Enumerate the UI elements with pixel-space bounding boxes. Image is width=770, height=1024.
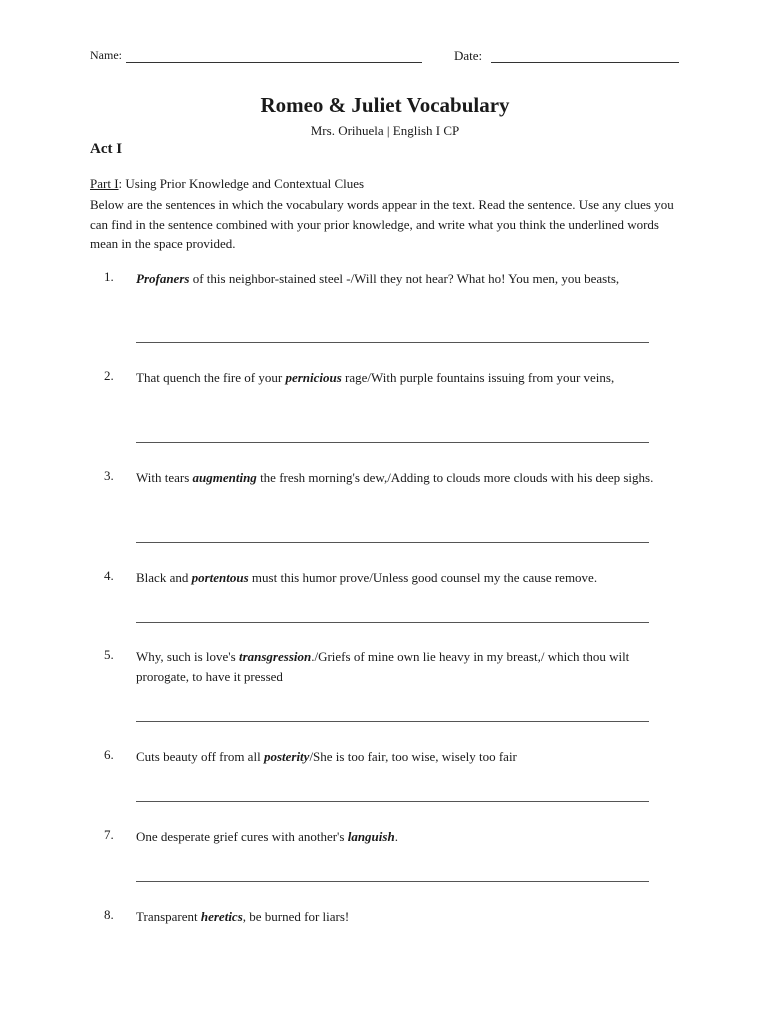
sentence-after: rage/With purple fountains issuing from your veins, [341,370,615,385]
item-sentence [136,568,676,588]
answer-line[interactable] [136,542,649,543]
item-number: 2. [104,368,114,383]
name-label: Name: [90,48,122,62]
vocab-word: Profaners [136,271,190,286]
vocab-word: transgression [238,649,312,664]
page-title: Romeo & Juliet Vocabulary [260,93,510,117]
item-sentence [136,647,676,686]
item-number: 6. [104,747,114,762]
sentence-before: Why, such is love's [136,649,239,664]
date-label: Date: [454,48,483,63]
instructions: Below are the sentences in which the vocabulary words appear in the text. Read the sentence. Use any clues you can find in the sentence combined with your prior knowledge, and write what you think the underlined words mean in the space provided. [90,197,674,251]
answer-line[interactable] [136,881,649,882]
sentence-before: Black and [136,570,192,585]
answer-line[interactable] [136,342,649,343]
sentence-after: , be burned for liars! [242,909,350,924]
name-blank-line [126,62,422,63]
item-sentence [136,468,676,488]
vocab-word: augmenting [192,470,257,485]
vocab-word: languish [347,829,395,844]
item-sentence [136,269,676,289]
answer-line[interactable] [136,442,649,443]
sentence-after: of this neighbor-stained steel -/Will they not hear? What ho! You men, you beasts, [189,271,620,286]
item-sentence [136,827,676,847]
sentence-after: the fresh morning's dew,/Adding to clouds more clouds with his deep sighs. [256,470,654,485]
item-sentence [136,907,676,927]
answer-line[interactable] [136,622,649,623]
sentence-before: That quench the fire of your [136,370,286,385]
header-row [90,48,680,66]
item-sentence [136,747,676,767]
sentence-after: /She is too fair, too wise, wisely too fair [309,749,517,764]
act-heading: Act I [90,141,123,157]
date-blank-line [491,62,679,63]
item-number: 5. [104,647,114,662]
vocab-word: posterity [263,749,310,764]
answer-line[interactable] [136,801,649,802]
sentence-before: One desperate grief cures with another's [136,829,348,844]
sentence-before: Transparent [136,909,201,924]
item-number: 7. [104,827,114,842]
item-number: 3. [104,468,114,483]
vocab-word: heretics [200,909,243,924]
item-number: 1. [104,269,114,284]
sentence-after: ./Griefs of mine own lie heavy in my breast,/ which thou wilt prorogate, to have it pressed [136,649,630,684]
answer-line[interactable] [136,721,649,722]
page-subtitle: Mrs. Orihuela | English I CP [310,123,460,138]
sentence-after: . [394,829,398,844]
sentence-before: With tears [136,470,193,485]
vocab-word: pernicious [285,370,342,385]
item-sentence [136,368,676,388]
sentence-after: must this humor prove/Unless good counsel my the cause remove. [248,570,598,585]
part-description: : Using Prior Knowledge and Contextual Clues [118,176,365,191]
vocab-word: portentous [191,570,249,585]
part-tag: Part I [90,176,119,191]
part-heading [90,176,364,192]
item-number: 8. [104,907,114,922]
item-number: 4. [104,568,114,583]
sentence-before: Cuts beauty off from all [136,749,264,764]
